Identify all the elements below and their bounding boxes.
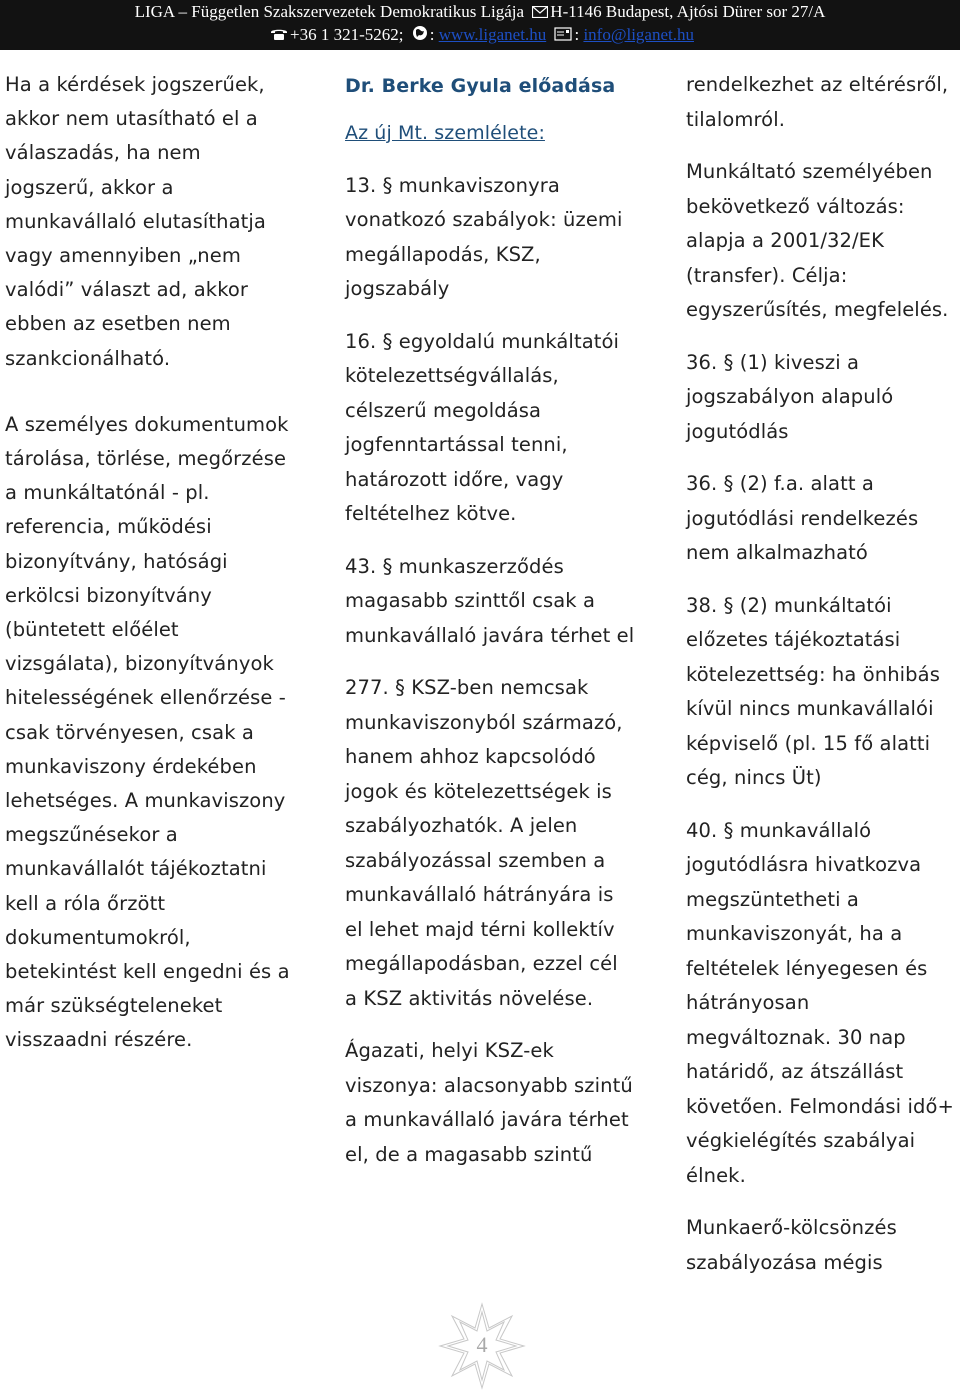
text-column-3 <box>686 68 960 1280</box>
phone-icon <box>270 25 288 47</box>
paragraph: A személyes dokumentumok tárolása, törlése, megőrzése a munkáltatónál - pl. referencia, működési bizonyítvány, hatósági erkölcsi bizonyítvány (büntetett előélet vizsgálata), bizonyítványok hitelességének ellenőrzése - csak törvényesen, csak a munkaviszony érdekében lehetséges. A munkaviszony megszűnésekor a munkavállalót tájékoztatni kell a róla őrzött dokumentumokról, betekintést kell engedni és a már szükségteleneket visszaadni részére. <box>5 412 290 1052</box>
paragraph: Ágazati, helyi KSZ-ek viszonya: alacsonyabb szintű a munkavállaló javára térhet el, de a magasabb szintű <box>345 1039 633 1166</box>
paragraph: 36. § (2) f.a. alatt a jogutódlási rendelkezés nem alkalmazható <box>686 472 919 564</box>
paragraph: 277. § KSZ-ben nemcsak munkaviszonyból származó, hanem ahhoz kapcsolódó jogok és kötelezettségek is szabályozhatók. A jelen szabályozással szemben a munkavállaló hátrányára is el lehet majd térni kollektív megállapodásban, ezzel cél a KSZ aktivitás növelése. <box>345 676 623 1010</box>
text-column-1 <box>5 68 290 1058</box>
text-column-2 <box>345 68 635 1172</box>
email-label: : <box>574 25 580 44</box>
envelope-icon <box>532 1 548 25</box>
paragraph: rendelkezhet az eltérésről, tilalomról. <box>686 73 949 131</box>
lecture-subtitle: Az új Mt. szemlélete: <box>345 122 545 144</box>
email-icon <box>554 25 572 47</box>
header-line-2 <box>0 24 960 46</box>
web-label: : <box>429 25 435 44</box>
globe-icon <box>412 25 428 47</box>
letterhead-header <box>0 0 960 50</box>
organization-address: H-1146 Budapest, Ajtósi Dürer sor 27/A <box>550 2 826 21</box>
paragraph: Munkáltató személyében bekövetkező változás: alapja a 2001/32/EK (transfer). Célja: egyszerűsítés, megfelelés. <box>686 160 949 321</box>
paragraph: 43. § munkaszerződés magasabb szinttől csak a munkavállaló javára térhet el <box>345 554 635 647</box>
paragraph: 13. § munkaviszonyra vonatkozó szabályok: üzemi megállapodás, KSZ, jogszabály <box>345 173 623 300</box>
paragraph: Ha a kérdések jogszerűek, akkor nem utasítható el a válaszadás, ha nem jogszerű, akkor a munkavállaló elutasíthatja vagy amennyiben „nem valódi” választ ad, akkor ebben az esetben nem szankcionálható. <box>5 73 266 370</box>
phone-number: +36 1 321-5262; <box>289 25 404 44</box>
paragraph: 36. § (1) kiveszi a jogszabályon alapuló jogutódlás <box>686 350 894 443</box>
paragraph: 38. § (2) munkáltatói előzetes tájékoztatási kötelezettség: ha önhibás kívül nincs munkavállalói képviselő (pl. 15 fő alatti cég, nincs Üt) <box>686 593 940 789</box>
paragraph: 40. § munkavállaló jogutódlásra hivatkozva megszüntetheti a munkaviszonyát, ha a feltételek lényegesen és hátrányosan megváltoznak. 30 nap határidő, az átszállást követően. Felmondási idő+ végkielégítés szabályai élnek. <box>686 818 954 1187</box>
paragraph: 16. § egyoldalú munkáltatói kötelezettségvállalás, célszerű megoldása jogfenntartással tenni, határozott időre, vagy feltételhez kötve. <box>345 329 620 525</box>
page-number: 4 <box>476 1332 488 1357</box>
email-link[interactable]: info@liganet.hu <box>583 25 694 44</box>
organization-name: LIGA – Független Szakszervezetek Demokratikus Ligája <box>134 2 525 21</box>
speaker-heading: Dr. Berke Gyula előadása <box>345 75 616 97</box>
paragraph: Munkaerő-kölcsönzés szabályozása mégis <box>686 1216 897 1274</box>
header-line-1 <box>0 0 960 24</box>
website-link[interactable]: www.liganet.hu <box>438 25 547 44</box>
